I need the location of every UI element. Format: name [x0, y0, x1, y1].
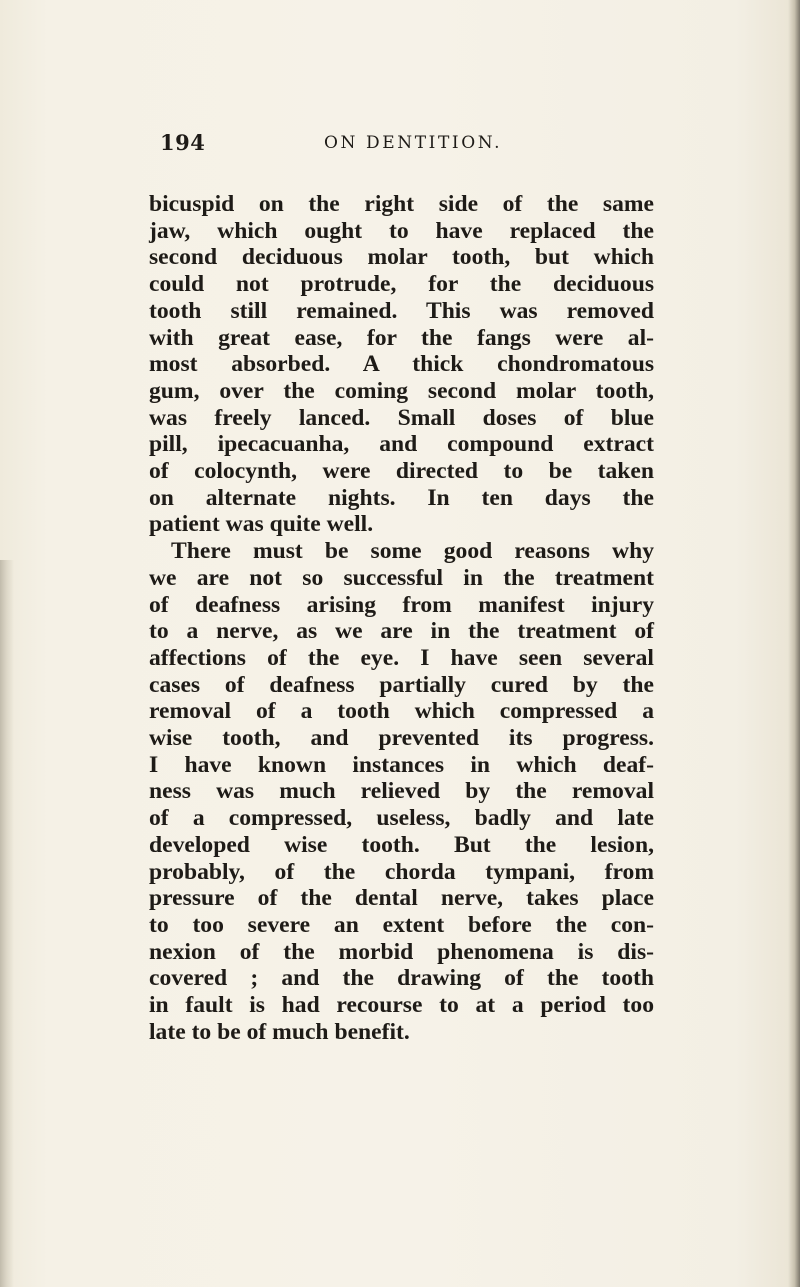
text-line: most absorbed. A thick chondromatous [149, 351, 654, 378]
text-line: to too severe an extent before the con- [149, 911, 654, 938]
paragraph-end-line: patient was quite well. [149, 511, 374, 538]
paragraph-end-line: late to be of much benefit. [149, 1018, 410, 1045]
text-line: we are not so successful in the treatment [149, 564, 654, 591]
body-text [149, 191, 654, 1046]
running-head: ON DENTITION. [324, 133, 503, 153]
text-line: cases of deafness partially cured by the [149, 671, 654, 698]
text-line: jaw, which ought to have replaced the [149, 217, 654, 244]
text-line: removal of a tooth which compressed a [149, 698, 654, 725]
text-line: I have known instances in which deaf- [149, 751, 654, 778]
text-line: bicuspid on the right side of the same [149, 191, 654, 217]
text-line: ness was much relieved by the removal [149, 778, 654, 805]
text-line: of a compressed, useless, badly and late [149, 805, 654, 832]
text-line: developed wise tooth. But the lesion, [149, 831, 654, 858]
text-line: could not protrude, for the deciduous [149, 271, 654, 298]
text-line: gum, over the coming second molar tooth, [149, 377, 654, 404]
text-line: of colocynth, were directed to be taken [149, 458, 654, 485]
page-header [160, 130, 630, 160]
text-line: of deafness arising from manifest injury [149, 591, 654, 618]
page-edge-shadow [788, 0, 800, 1287]
text-line: wise tooth, and prevented its progress. [149, 725, 654, 752]
text-line: second deciduous molar tooth, but which [149, 244, 654, 271]
page-gutter-shadow [0, 560, 14, 1287]
text-line: to a nerve, as we are in the treatment of [149, 618, 654, 645]
page-number: 194 [160, 130, 206, 155]
text-line: tooth still remained. This was removed [149, 297, 654, 324]
text-line: affections of the eye. I have seen several [149, 644, 654, 671]
text-line: probably, of the chorda tympani, from [149, 858, 654, 885]
text-line: was freely lanced. Small doses of blue [149, 404, 654, 431]
text-line: nexion of the morbid phenomena is dis- [149, 938, 654, 965]
text-line: in fault is had recourse to at a period too [149, 992, 654, 1019]
paragraph-first-line: There must be some good reasons why [171, 538, 654, 565]
text-line: on alternate nights. In ten days the [149, 484, 654, 511]
text-line: pill, ipecacuanha, and compound extract [149, 431, 654, 458]
text-line: with great ease, for the fangs were al- [149, 324, 654, 351]
text-line: covered ; and the drawing of the tooth [149, 965, 654, 992]
text-line: pressure of the dental nerve, takes place [149, 885, 654, 912]
